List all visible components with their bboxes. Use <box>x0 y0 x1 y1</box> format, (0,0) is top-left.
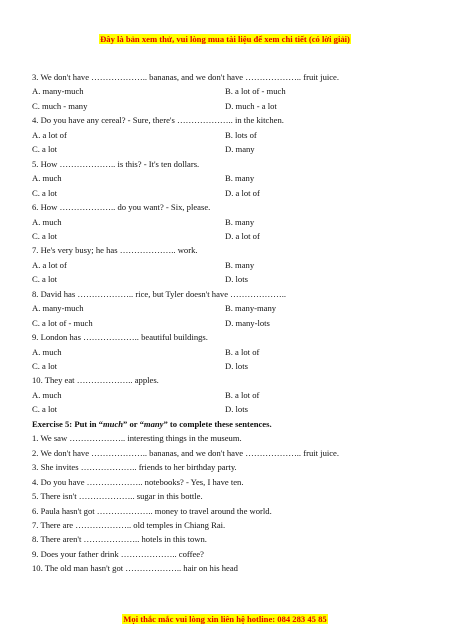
bottom-banner-text: Mọi thắc mắc vui lòng xin liên hệ hotline: 084 283 45 85 <box>123 614 327 624</box>
exercise-5-item: 1. We saw ……………….. interesting things in the museum. <box>32 433 242 444</box>
exercise-5-item: 6. Paula hasn't got ……………….. money to travel around the world. <box>32 505 272 516</box>
option-d: D. many <box>225 144 255 155</box>
exercise-5-item: 7. There are ……………….. old temples in Chiang Rai. <box>32 519 226 530</box>
option-b: B. many <box>225 173 255 184</box>
exercise-5-item: 5. There isn't ……………….. sugar in this bottle. <box>32 491 203 502</box>
exercise-5-heading <box>32 419 272 430</box>
option-b: B. lots of <box>225 129 257 140</box>
option-a: A. many-much <box>32 303 84 314</box>
exercise-5-heading-part: ” to complete these sentences. <box>163 418 272 429</box>
option-a: A. many-much <box>32 86 84 97</box>
option-d: D. lots <box>225 361 248 371</box>
option-d: D. much - a lot <box>225 100 277 111</box>
top-banner <box>0 29 450 47</box>
question-text: 9. London has ……………….. beautiful buildings. <box>32 332 208 343</box>
option-c: C. a lot <box>32 361 58 371</box>
exercise-5-item: 10. The old man hasn't got ……………….. hair on his head <box>32 563 238 574</box>
bottom-banner <box>0 609 450 627</box>
option-c: C. a lot <box>32 404 58 415</box>
option-c: C. a lot <box>32 144 58 155</box>
option-a: A. much <box>32 346 62 357</box>
exercise-5-heading-part: many <box>143 418 164 429</box>
question-text: 4. Do you have any cereal? - Sure, there's ……………….. in the kitchen. <box>32 115 284 126</box>
option-b: B. a lot of <box>225 389 260 400</box>
exercise-5-heading-part: ” or “ <box>123 418 144 429</box>
exercise-5-item: 2. We don't have ……………….. bananas, and we don't have ……………….. fruit juice. <box>32 447 340 458</box>
option-a: A. much <box>32 173 62 184</box>
exercise-5-item: 8. There aren't ……………….. hotels in this town. <box>32 534 207 545</box>
option-d: D. lots <box>225 404 248 415</box>
option-c: C. a lot <box>32 187 58 198</box>
option-c: C. a lot of - much <box>32 317 93 328</box>
question-text: 10. They eat ……………….. apples. <box>32 375 159 386</box>
option-d: D. many-lots <box>225 317 270 328</box>
question-text: 5. How ……………….. is this? - It's ten dollars. <box>32 158 200 169</box>
exercise-5-item: 3. She invites ……………….. friends to her birthday party. <box>32 462 237 473</box>
top-banner-text: Đây là bản xem thử, vui lòng mua tài liệu để xem chi tiết (có lời giải) <box>100 34 350 44</box>
option-c: C. much - many <box>32 100 88 111</box>
option-b: B. a lot of <box>225 346 260 357</box>
option-b: B. a lot of - much <box>225 86 286 97</box>
option-a: A. a lot of <box>32 259 67 270</box>
option-c: C. a lot <box>32 274 58 285</box>
question-text: 8. David has ……………….. rice, but Tyler doesn't have ……………….. <box>32 288 287 299</box>
option-a: A. much <box>32 389 62 400</box>
option-d: D. a lot of <box>225 187 260 198</box>
option-d: D. a lot of <box>225 230 260 241</box>
option-b: B. many <box>225 216 255 227</box>
exercise-5-heading-part: much <box>102 418 124 429</box>
option-a: A. much <box>32 216 62 227</box>
option-d: D. lots <box>225 274 248 285</box>
option-c: C. a lot <box>32 230 58 241</box>
option-b: B. many <box>225 259 255 270</box>
question-text: 6. How ……………….. do you want? - Six, please. <box>32 202 211 213</box>
option-a: A. a lot of <box>32 129 67 140</box>
exercise-5-item: 4. Do you have ……………….. notebooks? - Yes, I have ten. <box>32 476 244 487</box>
question-text: 3. We don't have ……………….. bananas, and we don't have ……………….. fruit juice. <box>32 72 340 82</box>
exercise-5-heading-part: Exercise 5: Put in “ <box>32 418 103 429</box>
exercise-5-item: 9. Does your father drink ……………….. coffee? <box>32 548 204 559</box>
question-text: 7. He's very busy; he has ……………….. work. <box>32 245 198 256</box>
option-b: B. many-many <box>225 303 277 314</box>
